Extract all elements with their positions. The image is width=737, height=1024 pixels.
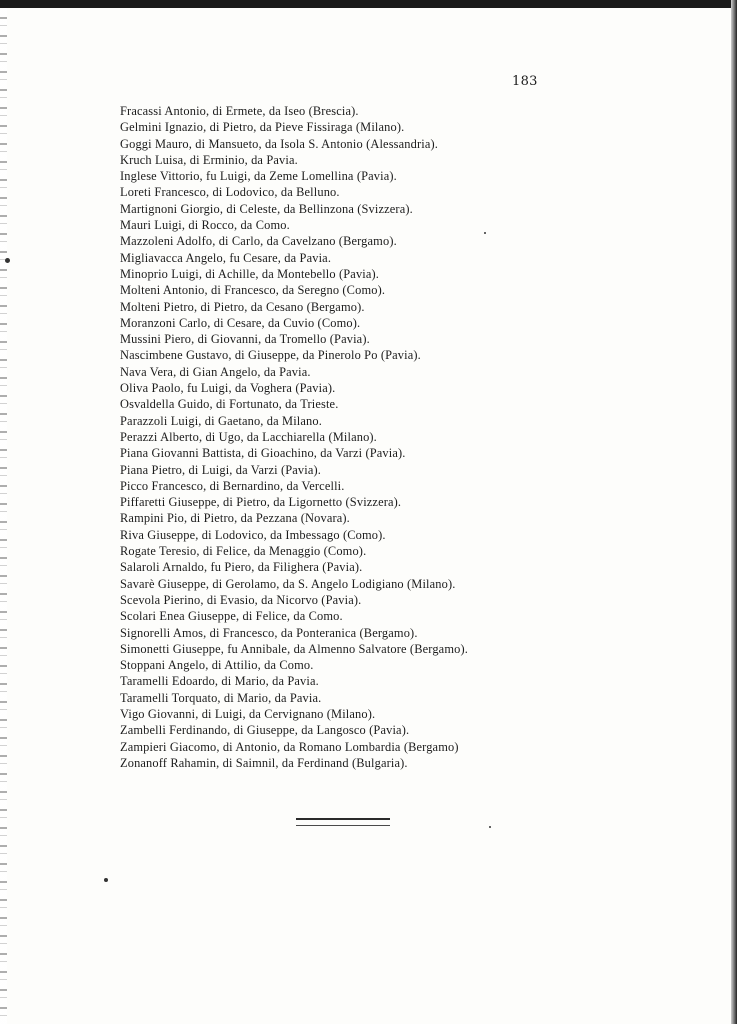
list-item: Picco Francesco, di Bernardino, da Vercelli.	[120, 478, 345, 493]
list-item: Nascimbene Gustavo, di Giuseppe, da Pinerolo Po (Pavia).	[120, 348, 421, 363]
list-item: Riva Giuseppe, di Lodovico, da Imbessago (Como).	[120, 527, 386, 542]
ink-speck	[489, 826, 491, 828]
name-list	[120, 103, 550, 771]
list-item: Loreti Francesco, di Lodovico, da Belluno.	[120, 185, 340, 200]
list-item: Zonanoff Rahamin, di Saimnil, da Ferdinand (Bulgaria).	[120, 755, 408, 770]
list-item: Molteni Pietro, di Pietro, da Cesano (Bergamo).	[120, 299, 365, 314]
list-item: Rampini Pio, di Pietro, da Pezzana (Novara).	[120, 511, 350, 526]
list-item: Mazzoleni Adolfo, di Carlo, da Cavelzano (Bergamo).	[120, 234, 397, 249]
page-number: 183	[512, 74, 538, 89]
list-item: Simonetti Giuseppe, fu Annibale, da Almenno Salvatore (Bergamo).	[120, 641, 468, 656]
list-item: Mussini Piero, di Giovanni, da Tromello (Pavia).	[120, 332, 370, 347]
list-item: Zambelli Ferdinando, di Giuseppe, da Langosco (Pavia).	[120, 723, 410, 738]
list-item: Salaroli Arnaldo, fu Piero, da Filighera (Pavia).	[120, 560, 363, 575]
ink-speck	[5, 258, 10, 263]
list-item: Piana Giovanni Battista, di Gioachino, da Varzi (Pavia).	[120, 446, 406, 461]
list-item: Goggi Mauro, di Mansueto, da Isola S. Antonio (Alessandria).	[120, 136, 439, 151]
scan-top-edge	[0, 0, 737, 8]
list-item: Signorelli Amos, di Francesco, da Ponteranica (Bergamo).	[120, 625, 418, 640]
list-item: Oliva Paolo, fu Luigi, da Voghera (Pavia).	[120, 381, 336, 396]
list-item: Scevola Pierino, di Evasio, da Nicorvo (Pavia).	[120, 592, 362, 607]
list-item: Vigo Giovanni, di Luigi, da Cervignano (Milano).	[120, 706, 376, 721]
list-item: Nava Vera, di Gian Angelo, da Pavia.	[120, 364, 311, 379]
list-item: Migliavacca Angelo, fu Cesare, da Pavia.	[120, 250, 332, 265]
list-item: Martignoni Giorgio, di Celeste, da Bellinzona (Svizzera).	[120, 201, 413, 216]
list-item: Perazzi Alberto, di Ugo, da Lacchiarella (Milano).	[120, 429, 377, 444]
list-item: Mauri Luigi, di Rocco, da Como.	[120, 218, 290, 233]
list-item: Rogate Teresio, di Felice, da Menaggio (Como).	[120, 544, 367, 559]
ink-speck	[484, 232, 486, 234]
list-item: Inglese Vittorio, fu Luigi, da Zeme Lomellina (Pavia).	[120, 169, 397, 184]
closing-rule	[296, 818, 390, 826]
list-item: Minoprio Luigi, di Achille, da Montebello (Pavia).	[120, 266, 380, 281]
list-item: Osvaldella Guido, di Fortunato, da Trieste.	[120, 397, 339, 412]
list-item: Molteni Antonio, di Francesco, da Seregno (Como).	[120, 283, 386, 298]
list-item: Piffaretti Giuseppe, di Pietro, da Ligornetto (Svizzera).	[120, 495, 402, 510]
list-item: Taramelli Edoardo, di Mario, da Pavia.	[120, 674, 319, 689]
list-item: Taramelli Torquato, di Mario, da Pavia.	[120, 690, 322, 705]
scan-right-edge	[731, 0, 737, 1024]
list-item: Savarè Giuseppe, di Gerolamo, da S. Angelo Lodigiano (Milano).	[120, 576, 456, 591]
list-item: Moranzoni Carlo, di Cesare, da Cuvio (Como).	[120, 315, 361, 330]
ink-speck	[104, 878, 108, 882]
list-item: Gelmini Ignazio, di Pietro, da Pieve Fissiraga (Milano).	[120, 120, 405, 135]
list-item: Kruch Luisa, di Erminio, da Pavia.	[120, 152, 298, 167]
list-item: Stoppani Angelo, di Attilio, da Como.	[120, 658, 314, 673]
list-item: Fracassi Antonio, di Ermete, da Iseo (Brescia).	[120, 104, 359, 118]
scan-left-edge	[0, 8, 7, 1024]
list-item: Parazzoli Luigi, di Gaetano, da Milano.	[120, 413, 322, 428]
list-item: Zampieri Giacomo, di Antonio, da Romano Lombardia (Bergamo)	[120, 739, 459, 754]
list-item: Scolari Enea Giuseppe, di Felice, da Como.	[120, 609, 343, 624]
list-item: Piana Pietro, di Luigi, da Varzi (Pavia).	[120, 462, 322, 477]
